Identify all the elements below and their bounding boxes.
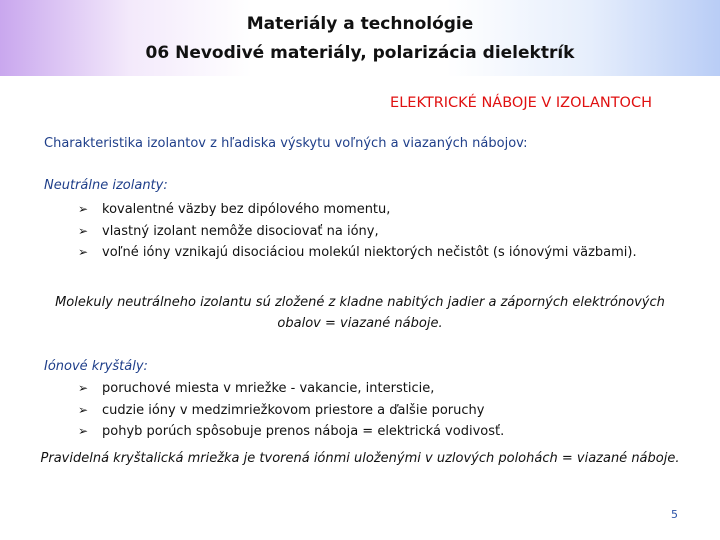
list-item: ➢ voľné ióny vznikajú disociáciou molekúl niektorých nečistôt (s iónovými väzbami). — [78, 242, 672, 264]
page-number: 5 — [671, 508, 678, 521]
slide-header — [0, 0, 720, 76]
slide-subtitle: 06 Nevodivé materiály, polarizácia dielektrík — [145, 43, 575, 63]
arrow-bullet-icon: ➢ — [78, 202, 89, 216]
list-item: ➢ cudzie ióny v medzimriežkovom priestore a ďalšie poruchy — [78, 400, 672, 422]
slide-title: Materiály a technológie — [246, 14, 474, 34]
arrow-bullet-icon: ➢ — [78, 402, 89, 417]
list-item: ➢ kovalentné väzby bez dipólového momentu, — [78, 199, 672, 221]
section-title: ELEKTRICKÉ NÁBOJE V IZOLANTOCH — [390, 95, 652, 111]
list-item: ➢ vlastný izolant nemôže disociovať na ióny, — [78, 221, 672, 243]
arrow-bullet-icon: ➢ — [78, 381, 89, 395]
ionic-crystals-note: Pravidelná kryštalická mriežka je tvorená iónmi uloženými v uzlových polohách = viazané náboje. — [40, 451, 680, 466]
list-item: ➢ pohyb porúch spôsobuje prenos náboja = elektrická vodivosť. — [78, 421, 672, 443]
list-item: ➢ poruchové miesta v mriežke - vakancie, intersticie, — [78, 378, 672, 400]
ionic-crystals-heading: Iónové kryštály: — [44, 359, 148, 374]
neutral-insulators-heading: Neutrálne izolanty: — [44, 178, 168, 193]
arrow-bullet-icon: ➢ — [78, 424, 89, 438]
ionic-crystals-list — [78, 378, 672, 443]
arrow-bullet-icon: ➢ — [78, 223, 89, 238]
neutral-insulators-list — [78, 199, 672, 264]
arrow-bullet-icon: ➢ — [78, 245, 89, 259]
intro-text: Charakteristika izolantov z hľadiska výskytu voľných a viazaných nábojov: — [44, 136, 528, 151]
neutral-insulators-note: Molekuly neutrálneho izolantu sú zložené z kladne nabitých jadier a záporných elektrónových obalov = viazané náboje. — [55, 295, 665, 331]
